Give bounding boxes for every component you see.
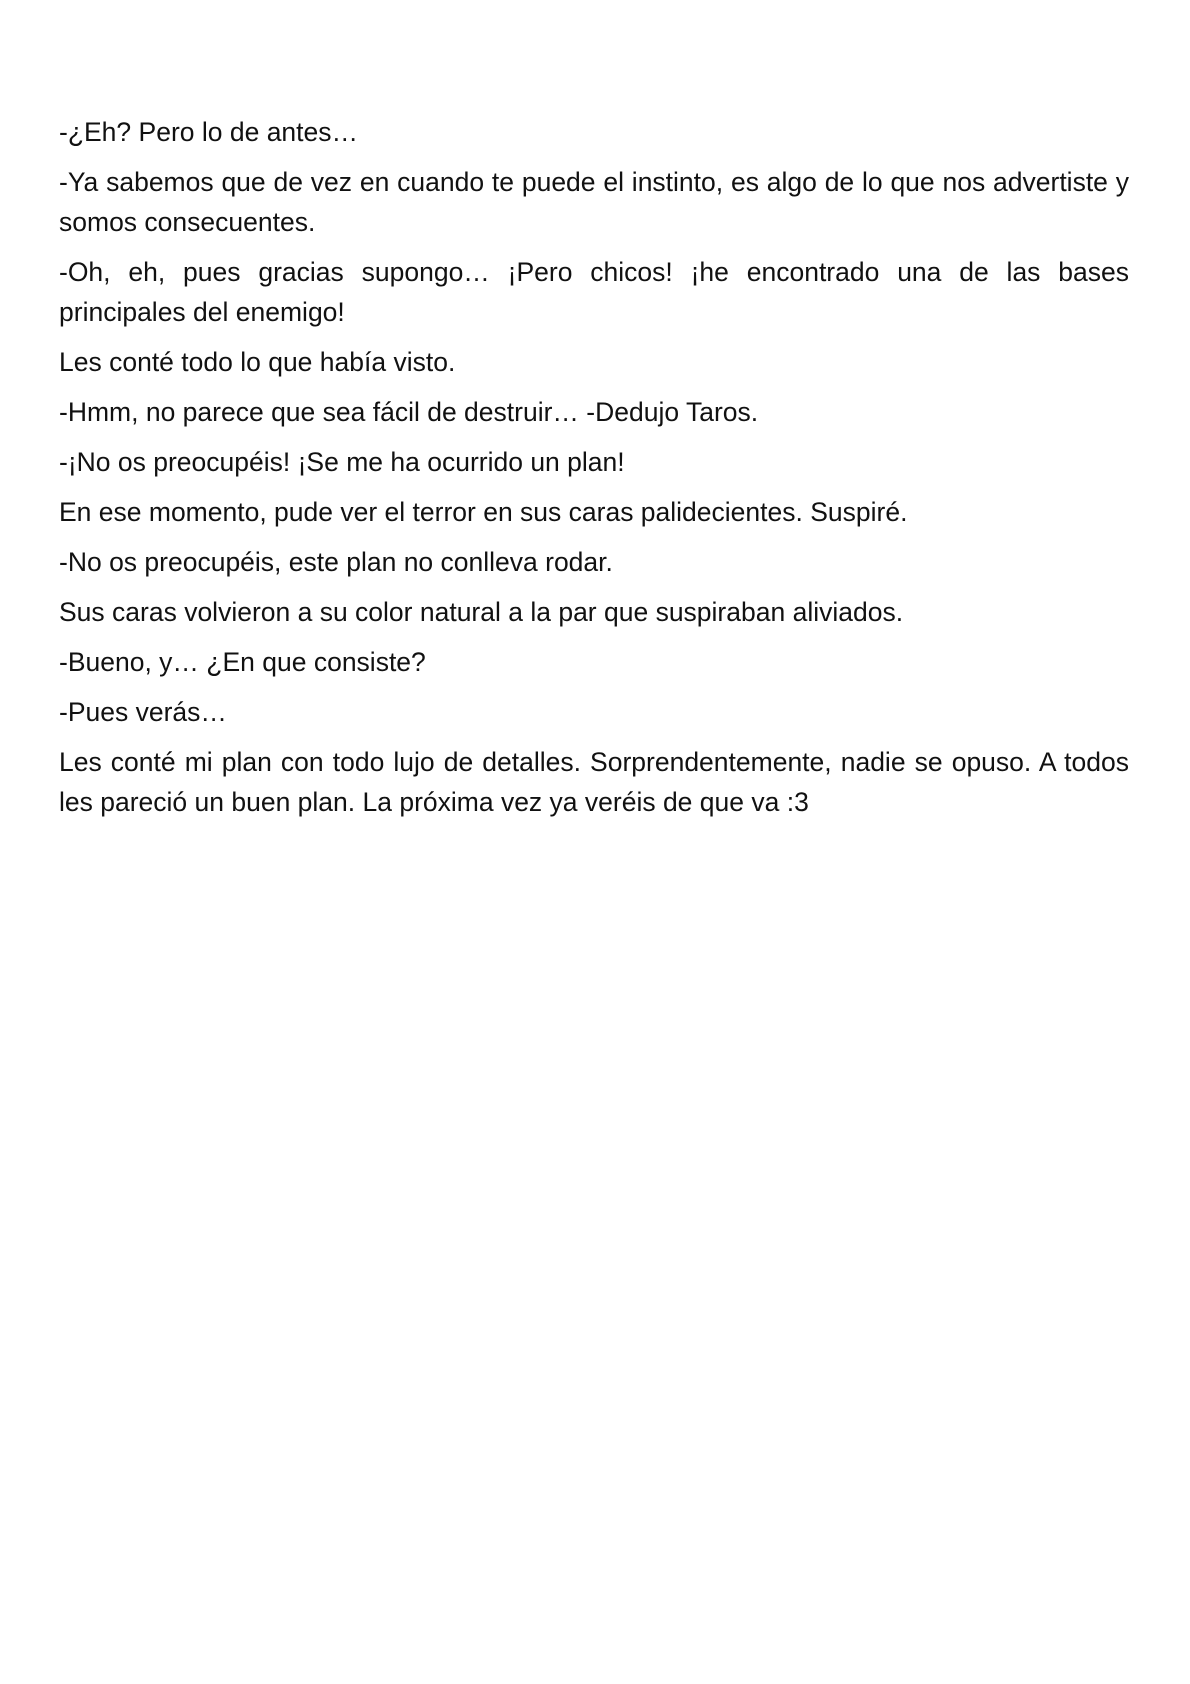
document-page bbox=[59, 112, 1129, 832]
paragraph: En ese momento, pude ver el terror en sus caras palidecientes. Suspiré. bbox=[59, 497, 908, 527]
paragraph: -Pues verás… bbox=[59, 697, 227, 727]
paragraph: Les conté mi plan con todo lujo de detalles. Sorprendentemente, nadie se opuso. A todos les pareció un buen plan. La próxima vez ya veréis de que va :3 bbox=[59, 747, 1129, 817]
paragraph: -¿Eh? Pero lo de antes… bbox=[59, 117, 359, 147]
paragraph: -No os preocupéis, este plan no conlleva rodar. bbox=[59, 547, 613, 577]
paragraph: -Oh, eh, pues gracias supongo… ¡Pero chicos! ¡he encontrado una de las bases principales del enemigo! bbox=[59, 257, 1129, 327]
paragraph: -Hmm, no parece que sea fácil de destruir… -Dedujo Taros. bbox=[59, 397, 759, 427]
paragraph: -Bueno, y… ¿En que consiste? bbox=[59, 647, 426, 677]
paragraph: -¡No os preocupéis! ¡Se me ha ocurrido un plan! bbox=[59, 447, 625, 477]
paragraph: Sus caras volvieron a su color natural a la par que suspiraban aliviados. bbox=[59, 597, 904, 627]
paragraph: -Ya sabemos que de vez en cuando te puede el instinto, es algo de lo que nos advertiste y somos consecuentes. bbox=[59, 167, 1129, 237]
paragraph: Les conté todo lo que había visto. bbox=[59, 347, 456, 377]
